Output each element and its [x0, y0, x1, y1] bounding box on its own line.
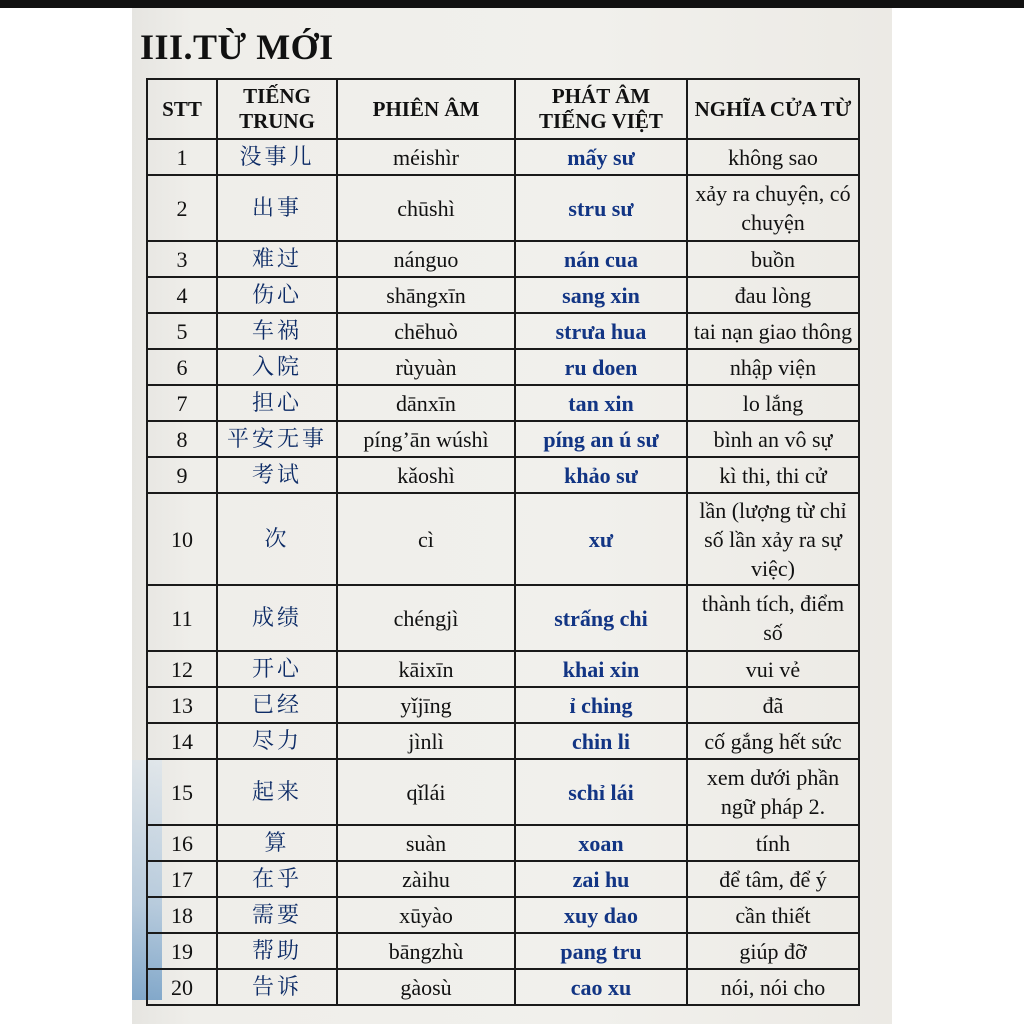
pinyin: suàn	[337, 825, 515, 861]
chinese-word: 出事	[217, 175, 337, 241]
pinyin: píng’ān wúshì	[337, 421, 515, 457]
chinese-word: 需要	[217, 897, 337, 933]
vietnamese-pronunciation: pang tru	[515, 933, 687, 969]
vietnamese-pronunciation: cao xu	[515, 969, 687, 1005]
meaning: để tâm, để ý	[687, 861, 859, 897]
chinese-word: 在乎	[217, 861, 337, 897]
meaning: đau lòng	[687, 277, 859, 313]
row-number: 15	[147, 759, 217, 825]
row-number: 9	[147, 457, 217, 493]
meaning: lo lắng	[687, 385, 859, 421]
row-number: 17	[147, 861, 217, 897]
header-vn-line2: TIẾNG VIỆT	[539, 109, 663, 133]
row-number: 12	[147, 651, 217, 687]
header-meaning: NGHĨA CỬA TỪ	[687, 79, 859, 139]
pinyin: chéngjì	[337, 585, 515, 651]
pinyin: nánguo	[337, 241, 515, 277]
vietnamese-pronunciation: chin li	[515, 723, 687, 759]
pinyin: xūyào	[337, 897, 515, 933]
row-number: 13	[147, 687, 217, 723]
header-chinese-line1: TIẾNG	[243, 84, 311, 108]
pinyin: yǐjīng	[337, 687, 515, 723]
table-row	[147, 759, 859, 825]
table-row	[147, 139, 859, 175]
meaning: bình an vô sự	[687, 421, 859, 457]
pinyin: kǎoshì	[337, 457, 515, 493]
table-row	[147, 897, 859, 933]
row-number: 19	[147, 933, 217, 969]
vietnamese-pronunciation: zai hu	[515, 861, 687, 897]
header-vn-line1: PHÁT ÂM	[551, 84, 651, 108]
row-number: 18	[147, 897, 217, 933]
table-row	[147, 277, 859, 313]
right-margin	[892, 8, 1024, 1024]
vietnamese-pronunciation: píng an ú sư	[515, 421, 687, 457]
table-row	[147, 313, 859, 349]
vietnamese-pronunciation: xoan	[515, 825, 687, 861]
table-row	[147, 651, 859, 687]
row-number: 4	[147, 277, 217, 313]
meaning: vui vẻ	[687, 651, 859, 687]
pinyin: qǐlái	[337, 759, 515, 825]
meaning: xem dưới phần ngữ pháp 2.	[687, 759, 859, 825]
row-number: 5	[147, 313, 217, 349]
table-row	[147, 175, 859, 241]
vietnamese-pronunciation: schỉ lái	[515, 759, 687, 825]
row-number: 16	[147, 825, 217, 861]
table-row	[147, 585, 859, 651]
chinese-word: 平安无事	[217, 421, 337, 457]
vocabulary-table	[146, 78, 860, 1006]
chinese-word: 难过	[217, 241, 337, 277]
header-chinese-line2: TRUNG	[239, 109, 315, 133]
table-row	[147, 687, 859, 723]
meaning: buồn	[687, 241, 859, 277]
meaning: lần (lượng từ chỉ số lần xảy ra sự việc)	[687, 493, 859, 585]
meaning: đã	[687, 687, 859, 723]
row-number: 7	[147, 385, 217, 421]
row-number: 20	[147, 969, 217, 1005]
chinese-word: 担心	[217, 385, 337, 421]
vietnamese-pronunciation: tan xin	[515, 385, 687, 421]
row-number: 8	[147, 421, 217, 457]
meaning: giúp đỡ	[687, 933, 859, 969]
vietnamese-pronunciation: strưa hua	[515, 313, 687, 349]
table-row	[147, 241, 859, 277]
pinyin: gàosù	[337, 969, 515, 1005]
row-number: 11	[147, 585, 217, 651]
vietnamese-pronunciation: strấng chi	[515, 585, 687, 651]
vietnamese-pronunciation: xuy dao	[515, 897, 687, 933]
chinese-word: 入院	[217, 349, 337, 385]
pinyin: cì	[337, 493, 515, 585]
row-number: 2	[147, 175, 217, 241]
chinese-word: 告诉	[217, 969, 337, 1005]
meaning: thành tích, điểm số	[687, 585, 859, 651]
pinyin: bāngzhù	[337, 933, 515, 969]
meaning: xảy ra chuyện, có chuyện	[687, 175, 859, 241]
pinyin: méishìr	[337, 139, 515, 175]
pinyin: jìnlì	[337, 723, 515, 759]
header-stt: STT	[147, 79, 217, 139]
vietnamese-pronunciation: sang xin	[515, 277, 687, 313]
meaning: cố gắng hết sức	[687, 723, 859, 759]
table-header-row	[147, 79, 859, 139]
vietnamese-pronunciation: khảo sư	[515, 457, 687, 493]
meaning: kì thi, thi cử	[687, 457, 859, 493]
meaning: không sao	[687, 139, 859, 175]
pinyin: chūshì	[337, 175, 515, 241]
chinese-word: 伤心	[217, 277, 337, 313]
table-row	[147, 861, 859, 897]
left-margin	[0, 8, 132, 1024]
pinyin: dānxīn	[337, 385, 515, 421]
vietnamese-pronunciation: stru sư	[515, 175, 687, 241]
meaning: tai nạn giao thông	[687, 313, 859, 349]
chinese-word: 算	[217, 825, 337, 861]
section-title: III.TỪ MỚI	[140, 27, 334, 67]
table-row	[147, 349, 859, 385]
chinese-word: 帮助	[217, 933, 337, 969]
table-row	[147, 385, 859, 421]
chinese-word: 尽力	[217, 723, 337, 759]
row-number: 10	[147, 493, 217, 585]
row-number: 3	[147, 241, 217, 277]
top-border	[0, 0, 1024, 8]
table-body	[147, 139, 859, 1005]
meaning: cần thiết	[687, 897, 859, 933]
chinese-word: 成绩	[217, 585, 337, 651]
table-row	[147, 493, 859, 585]
meaning: tính	[687, 825, 859, 861]
header-pinyin: PHIÊN ÂM	[337, 79, 515, 139]
vietnamese-pronunciation: ỉ ching	[515, 687, 687, 723]
chinese-word: 次	[217, 493, 337, 585]
chinese-word: 开心	[217, 651, 337, 687]
meaning: nhập viện	[687, 349, 859, 385]
meaning: nói, nói cho	[687, 969, 859, 1005]
chinese-word: 起来	[217, 759, 337, 825]
pinyin: zàihu	[337, 861, 515, 897]
chinese-word: 已经	[217, 687, 337, 723]
chinese-word: 车祸	[217, 313, 337, 349]
header-chinese	[217, 79, 337, 139]
pinyin: kāixīn	[337, 651, 515, 687]
table-row	[147, 825, 859, 861]
table-row	[147, 969, 859, 1005]
table-row	[147, 421, 859, 457]
pinyin: chēhuò	[337, 313, 515, 349]
pinyin: rùyuàn	[337, 349, 515, 385]
vietnamese-pronunciation: xư	[515, 493, 687, 585]
header-vietnamese-pronunciation	[515, 79, 687, 139]
vietnamese-pronunciation: mấy sư	[515, 139, 687, 175]
row-number: 6	[147, 349, 217, 385]
vietnamese-pronunciation: nán cua	[515, 241, 687, 277]
table-row	[147, 723, 859, 759]
table-row	[147, 457, 859, 493]
vietnamese-pronunciation: ru doen	[515, 349, 687, 385]
row-number: 1	[147, 139, 217, 175]
pinyin: shāngxīn	[337, 277, 515, 313]
vietnamese-pronunciation: khai xin	[515, 651, 687, 687]
chinese-word: 没事儿	[217, 139, 337, 175]
row-number: 14	[147, 723, 217, 759]
table-row	[147, 933, 859, 969]
chinese-word: 考试	[217, 457, 337, 493]
